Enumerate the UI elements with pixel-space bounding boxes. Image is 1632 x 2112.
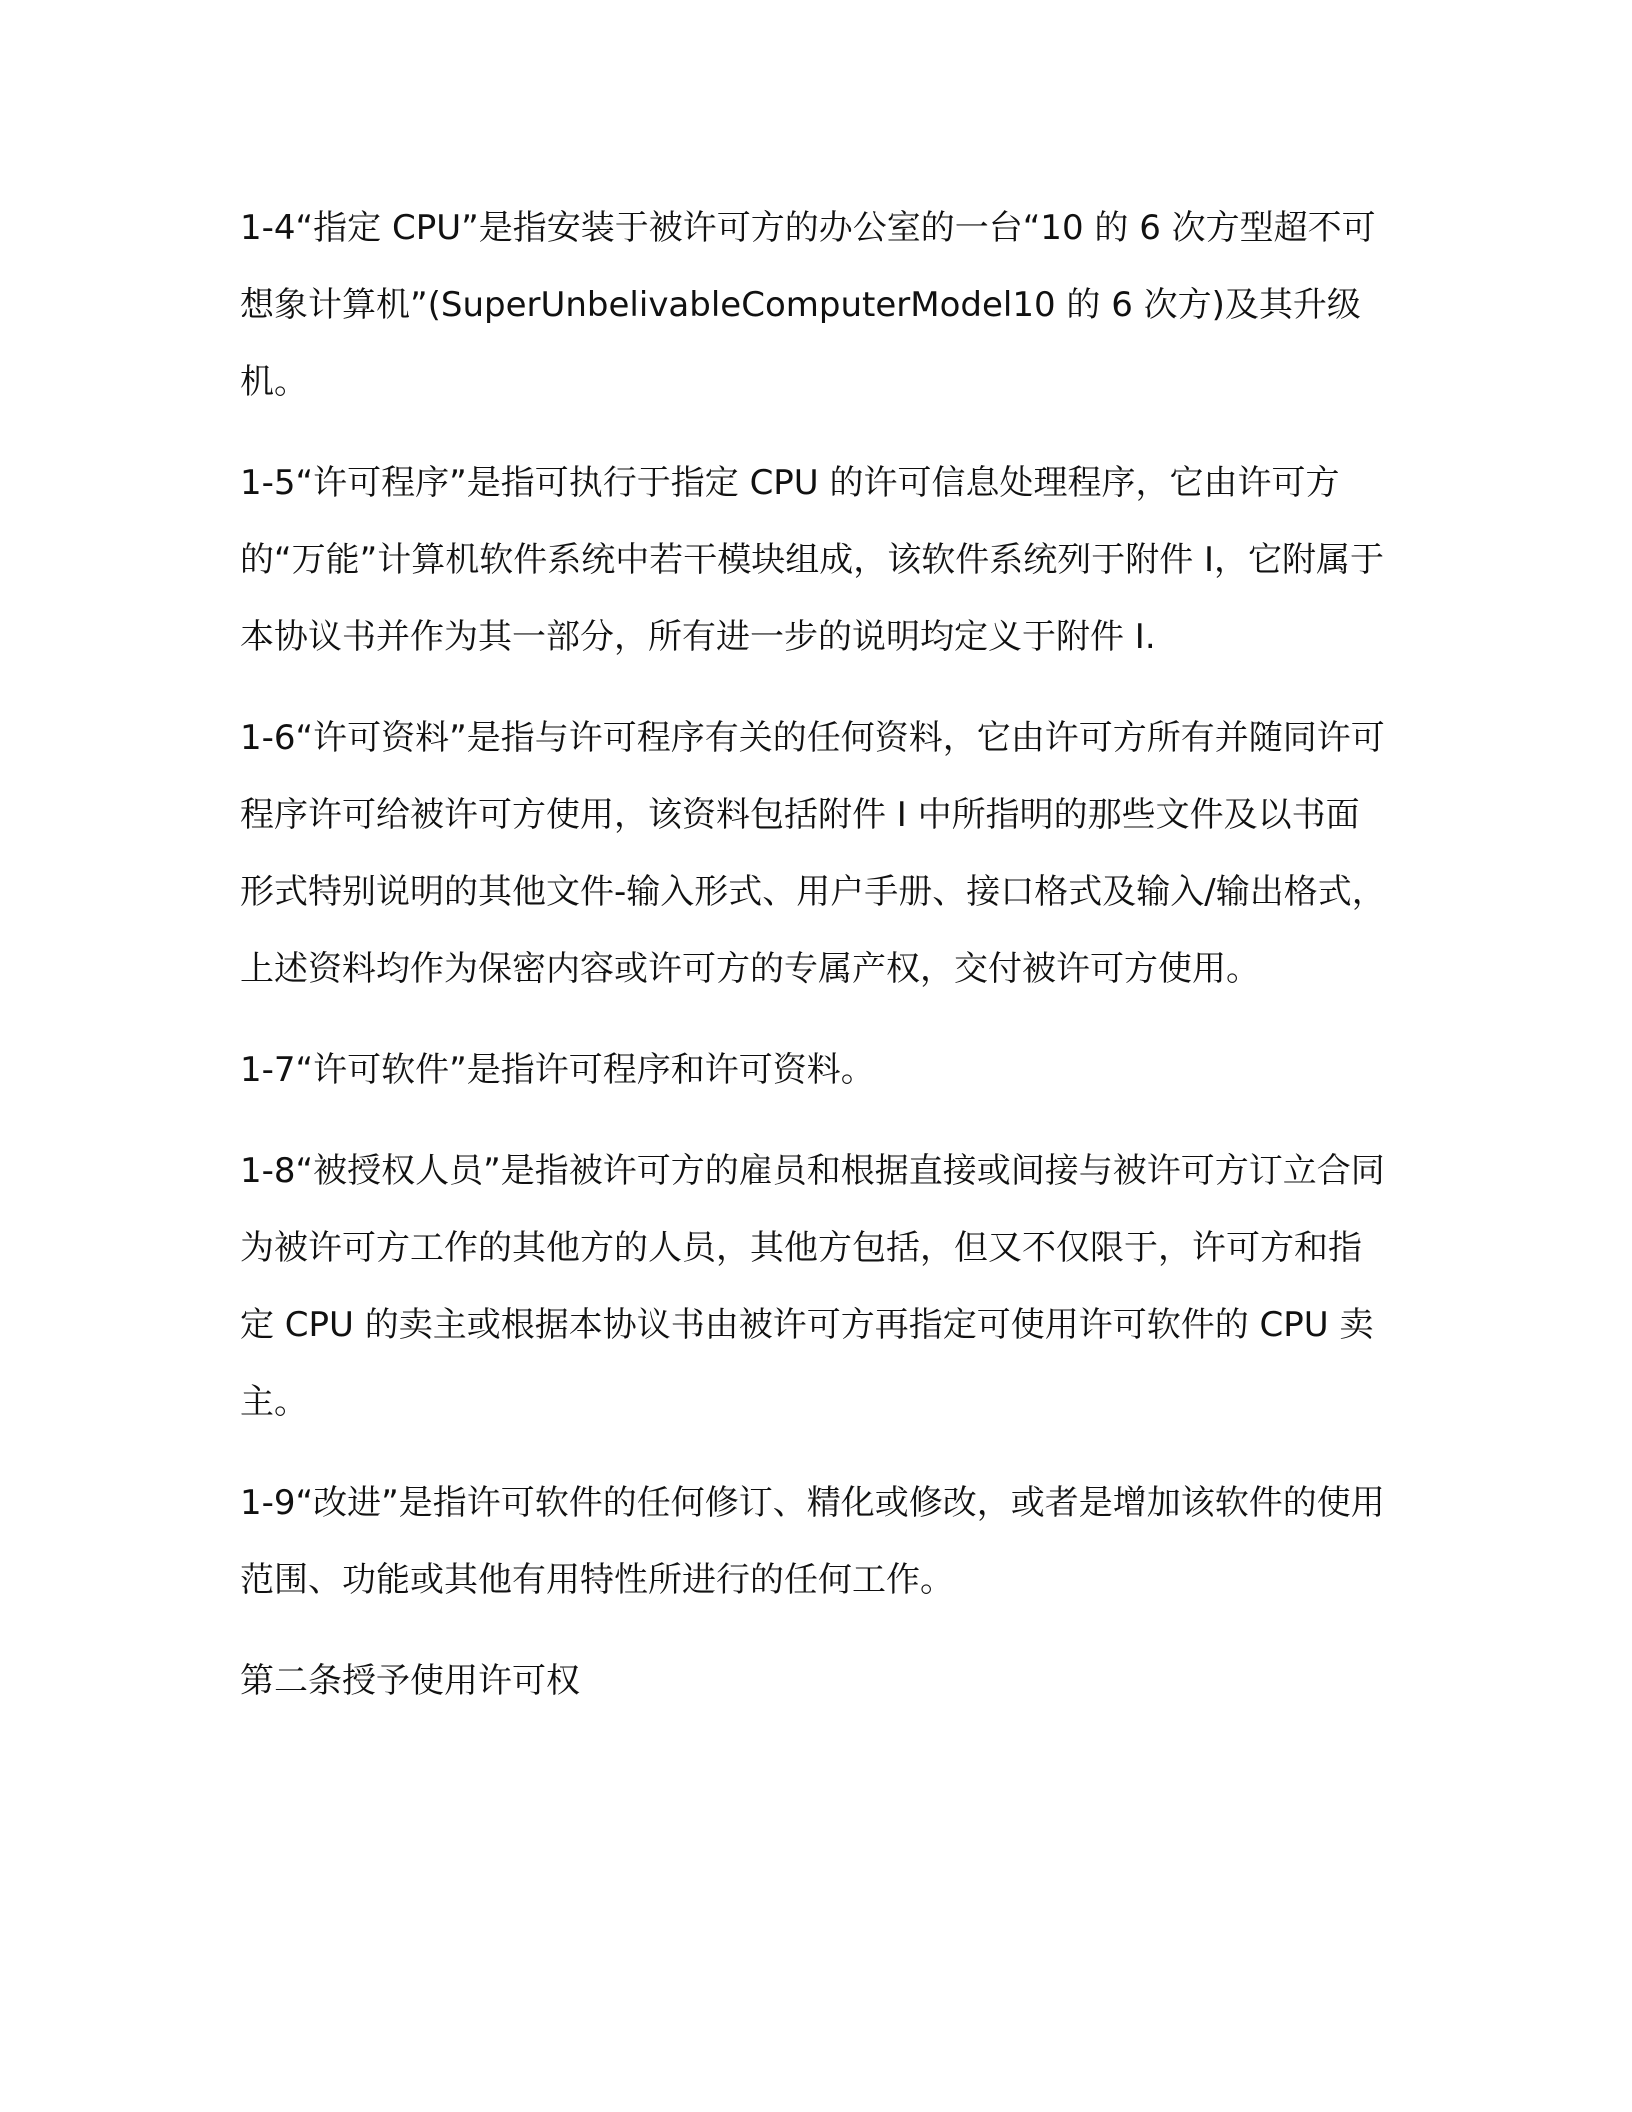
clause-1-4: 1-4“指定 CPU”是指安装于被许可方的办公室的一台“10 的 6 次方型超不可想象计算机”(SuperUnbelivableComputerModel10 的 6 次方)及其升级机。	[240, 208, 1376, 402]
clause-1-9: 1-9“改进”是指许可软件的任何修订、精化或修改，或者是增加该软件的使用范围、功能或其他有用特性所进行的任何工作。	[240, 1483, 1385, 1600]
section-heading: 第二条授予使用许可权	[240, 1661, 580, 1701]
clause-1-6: 1-6“许可资料”是指与许可程序有关的任何资料，它由许可方所有并随同许可程序许可给被许可方使用，该资料包括附件 I 中所指明的那些文件及以书面形式特别说明的其他文件-输入形式、用户手册、接口格式及输入/输出格式，上述资料均作为保密内容或许可方的专属产权，交付被许可方使用。	[240, 718, 1386, 989]
clause-1-8: 1-8“被授权人员”是指被许可方的雇员和根据直接或间接与被许可方订立合同为被许可方工作的其他方的人员，其他方包括，但又不仅限于，许可方和指定 CPU 的卖主或根据本协议书由被许可方再指定可使用许可软件的 CPU 卖主。	[240, 1151, 1385, 1422]
document-page	[240, 190, 1390, 1720]
clause-1-7: 1-7“许可软件”是指许可程序和许可资料。	[240, 1050, 875, 1090]
clause-1-5: 1-5“许可程序”是指可执行于指定 CPU 的许可信息处理程序，它由许可方的“万能”计算机软件系统中若干模块组成，该软件系统列于附件 I，它附属于本协议书并作为其一部分，所有进一步的说明均定义于附件 I.	[240, 463, 1385, 657]
